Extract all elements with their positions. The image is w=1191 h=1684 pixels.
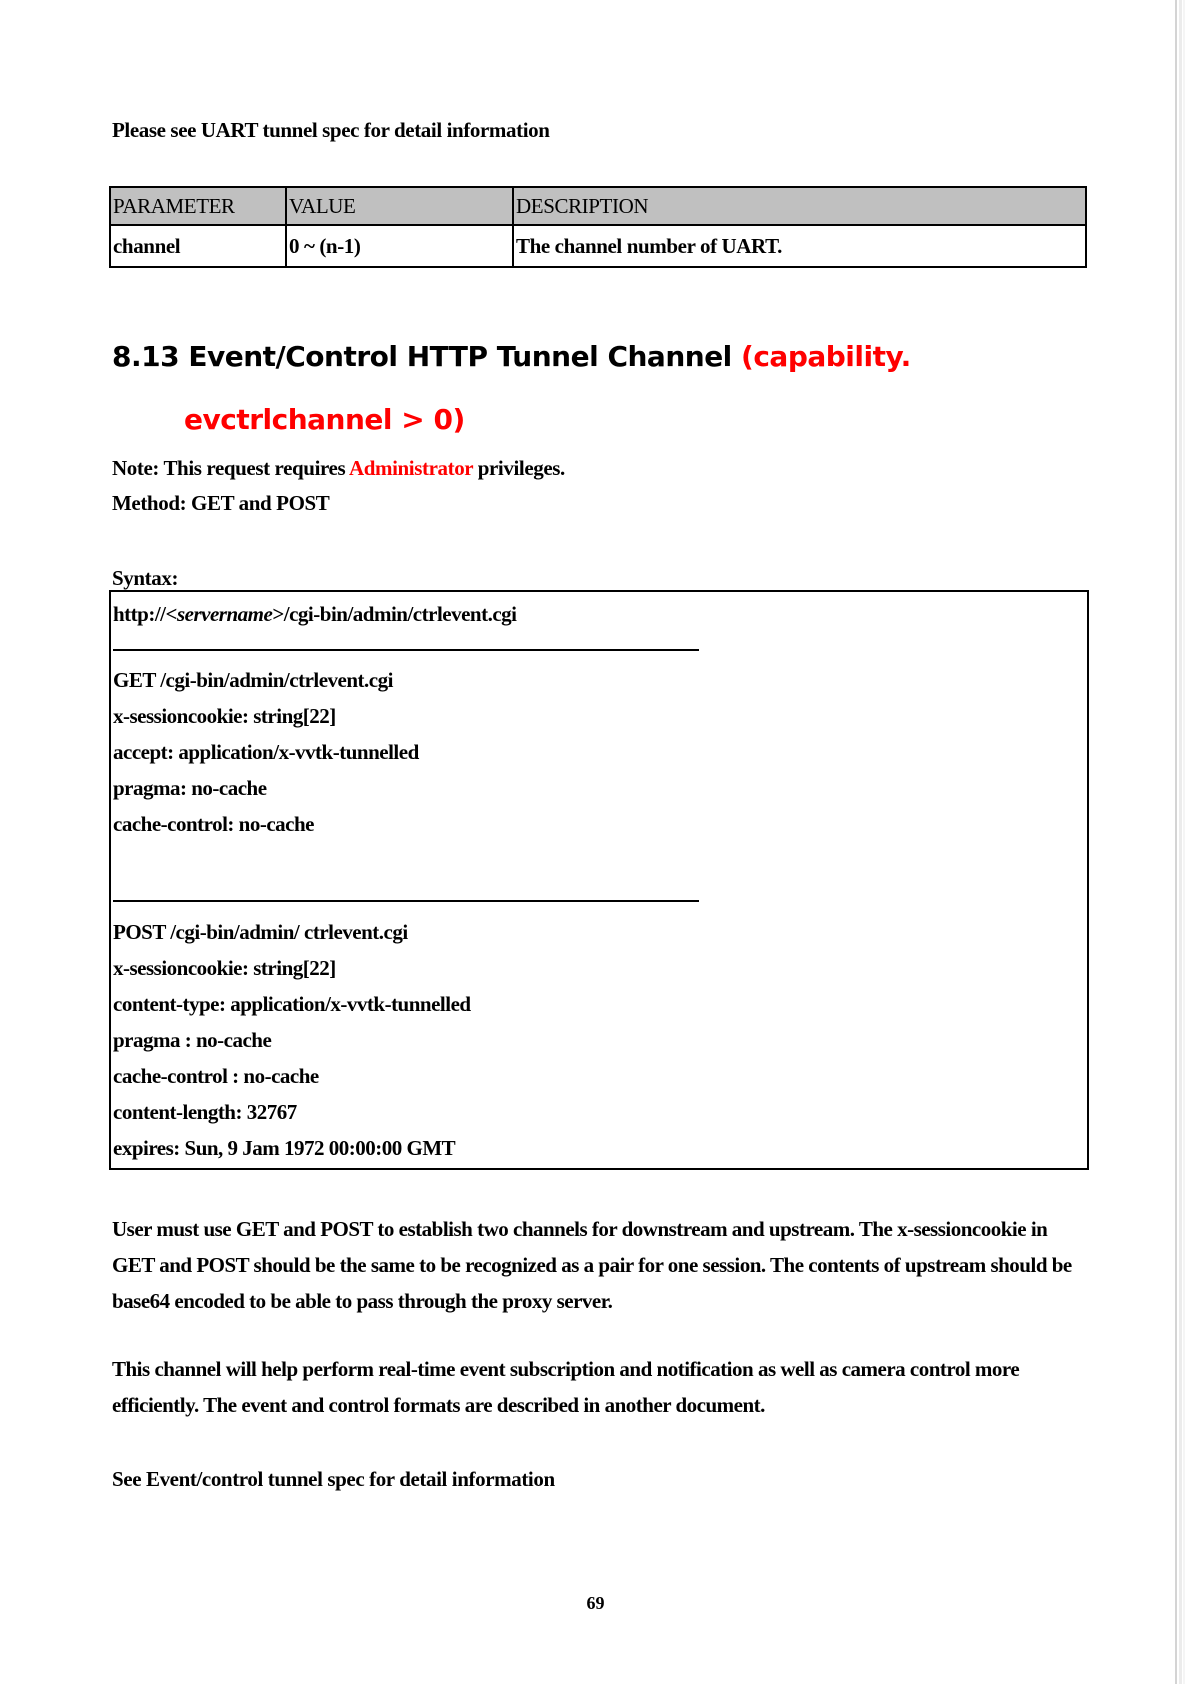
syntax-post-line: x-sessioncookie: string[22]: [113, 956, 336, 980]
method-label: Method:: [112, 491, 187, 515]
syntax-post-line: content-length: 32767: [113, 1100, 297, 1124]
syntax-separator: [113, 649, 699, 651]
table-cell-parameter: channel: [110, 225, 286, 267]
syntax-post-line: cache-control : no-cache: [113, 1064, 319, 1088]
syntax-url-suffix: >/cgi-bin/admin/ctrlevent.cgi: [272, 602, 517, 626]
syntax-url-prefix: http://<: [113, 602, 177, 626]
syntax-box: [109, 590, 1089, 1170]
page-number: 69: [586, 1593, 605, 1613]
table-header-row: [110, 187, 1086, 225]
section-capability-end: evctrlchannel > 0): [184, 403, 465, 436]
syntax-post-line: expires: Sun, 9 Jam 1972 00:00:00 GMT: [113, 1136, 456, 1160]
syntax-post-line: content-type: application/x-vvtk-tunnelled: [113, 992, 471, 1016]
syntax-post-line: POST /cgi-bin/admin/ ctrlevent.cgi: [113, 920, 408, 944]
syntax-separator: [113, 900, 699, 902]
note-text-before: This request requires: [158, 456, 349, 480]
syntax-post-line: pragma : no-cache: [113, 1028, 272, 1052]
event-tunnel-note: See Event/control tunnel spec for detail information: [112, 1467, 555, 1491]
section-title: 8.13 Event/Control HTTP Tunnel Channel: [112, 340, 742, 373]
syntax-get-line: cache-control: no-cache: [113, 812, 314, 836]
syntax-get-line: GET /cgi-bin/admin/ctrlevent.cgi: [113, 668, 393, 692]
table-header-parameter: PARAMETER: [110, 187, 286, 225]
table-cell-value: 0 ~ (n-1): [286, 225, 513, 267]
table-cell-description: The channel number of UART.: [513, 225, 1086, 267]
table-header-value: VALUE: [286, 187, 513, 225]
syntax-url-servername: servername: [176, 602, 273, 626]
channel-purpose-paragraph: This channel will help perform real-time event subscription and notification as well as camera control more efficiently. The event and control formats are described in another document.: [112, 1357, 1020, 1417]
method-line: [112, 491, 329, 516]
page-edge: [1175, 0, 1191, 1684]
note-text-after: privileges.: [472, 456, 565, 480]
parameter-table: [109, 186, 1087, 268]
table-header-description: DESCRIPTION: [513, 187, 1086, 225]
note-administrator-highlight: Administrator: [348, 456, 473, 480]
syntax-get-line: x-sessioncookie: string[22]: [113, 704, 336, 728]
uart-tunnel-note: Please see UART tunnel spec for detail information: [112, 118, 550, 142]
syntax-get-line: pragma: no-cache: [113, 776, 267, 800]
syntax-url: [113, 602, 517, 627]
channel-usage-paragraph: User must use GET and POST to establish two channels for downstream and upstream. The x-sessioncookie in GET and POST should be the same to be recognized as a pair for one session. The contents of upstream should be base64 encoded to be able to pass through the proxy server.: [112, 1217, 1072, 1313]
syntax-label: Syntax:: [112, 566, 179, 590]
section-heading-line-1: [112, 325, 1082, 388]
note-label: Note:: [112, 456, 159, 480]
section-capability-start: (capability.: [741, 340, 911, 373]
syntax-get-line: accept: application/x-vvtk-tunnelled: [113, 740, 419, 764]
section-heading: [112, 325, 1082, 451]
table-row: [110, 225, 1086, 267]
privilege-note: [112, 456, 565, 481]
method-text: GET and POST: [186, 491, 330, 515]
